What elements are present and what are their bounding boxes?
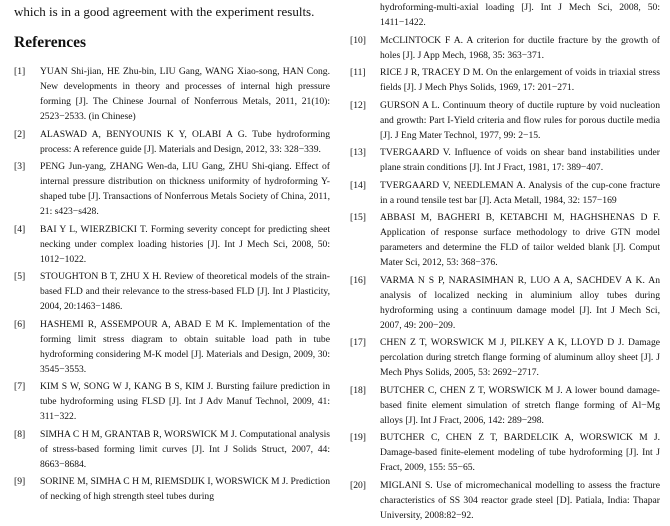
reference-number: [15] <box>350 212 366 223</box>
reference-text: BUTCHER C, CHEN Z T, BARDELCIK A, WORSWICK M J. Damage-based finite-element modeling of tube hydroforming [J]. Int J Fract, 2009, 155: 55−65. <box>380 432 660 473</box>
reference-number: [3] <box>14 161 26 172</box>
reference-text: TVERGAARD V. Influence of voids on shear band instabilities under plane strain conditions [J]. Int J Fract, 1981, 17: 389−407. <box>380 147 660 173</box>
reference-item <box>14 474 330 504</box>
reference-number: [10] <box>350 34 366 46</box>
reference-text: MIGLANI S. Use of micromechanical modelling to assess the fracture characteristics of SS 304 reactor grade steel [D]. Patiala, India: Thapar University, 2008:82−92. <box>380 479 660 521</box>
reference-number: [18] <box>350 384 366 396</box>
reference-number: [7] <box>14 381 26 392</box>
reference-item <box>14 269 330 314</box>
reference-number: [19] <box>350 432 366 443</box>
reference-text: SIMHA C H M, GRANTAB R, WORSWICK M J. Computational analysis of stress-based forming limit curves [J]. Int J Solids Struct, 2007, 44: 8663−8684. <box>40 428 330 470</box>
reference-continuation <box>350 0 660 30</box>
reference-number: [4] <box>14 223 26 235</box>
body-paragraph: which is in a good agreement with the experiment results. <box>14 4 315 19</box>
reference-item <box>14 317 330 377</box>
reference-text: ALASWAD A, BENYOUNIS K Y, OLABI A G. Tube hydroforming process: A reference guide [J]. Materials and Design, 2012, 33: 328−339. <box>40 128 330 155</box>
references-heading: References <box>14 34 87 51</box>
reference-list-right <box>350 33 660 523</box>
reference-number: [13] <box>350 147 366 158</box>
reference-item <box>350 33 660 63</box>
reference-text: STOUGHTON B T, ZHU X H. Review of theoretical models of the strain-based FLD and their relevance to the stress-based FLD [J]. Int J Plasticity, 2004, 20:1463−1486. <box>40 271 330 312</box>
reference-number: [6] <box>14 318 26 330</box>
reference-item <box>350 98 660 143</box>
reference-item <box>350 478 660 523</box>
right-column <box>350 0 660 525</box>
reference-number: [9] <box>14 476 26 487</box>
reference-item <box>14 64 330 124</box>
reference-item <box>350 430 660 475</box>
reference-item <box>350 178 660 208</box>
reference-item <box>350 335 660 380</box>
reference-text: KIM S W, SONG W J, KANG B S, KIM J. Bursting failure prediction in tube hydroforming using FLSD [J]. Int J Adv Manuf Technol, 2009, 41: 311−322. <box>40 381 330 422</box>
reference-text: CHEN Z T, WORSWICK M J, PILKEY A K, LLOYD D J. Damage percolation during stretch flange forming of aluminum alloy sheet [J]. J Mech Phys Solids, 2005, 53: 2692−2717. <box>380 337 660 378</box>
reference-text: YUAN Shi-jian, HE Zhu-bin, LIU Gang, WANG Xiao-song, HAN Cong. New developments in theory and processes of internal high pressure forming [J]. The Chinese Journal of Nonferrous Metals, 2011, 21(10): 2523−2533. (in Chinese) <box>40 66 330 122</box>
reference-text: McCLINTOCK F A. A criterion for ductile fracture by the growth of holes [J]. J App Mech, 1968, 35: 363−371. <box>380 34 660 61</box>
reference-number: [8] <box>14 428 26 440</box>
reference-number: [5] <box>14 271 26 282</box>
reference-text: PENG Jun-yang, ZHANG Wen-da, LIU Gang, ZHU Shi-qiang. Effect of internal pressure distribution on thickness uniformity of hydroforming Y-shaped tube [J]. Transactions of Nonferrous Metals Society of China, 2011, 21: s423−s428. <box>40 161 330 217</box>
reference-item <box>14 159 330 219</box>
reference-number: [1] <box>14 66 26 77</box>
reference-item <box>350 273 660 333</box>
reference-number: [11] <box>350 67 366 78</box>
reference-text: RICE J R, TRACEY D M. On the enlargement of voids in triaxial stress fields [J]. J Mech Phys Solids, 1969, 17: 201−271. <box>380 67 660 93</box>
reference-item <box>350 145 660 175</box>
reference-text: ABBASI M, BAGHERI B, KETABCHI M, HAGHSHENAS D F. Application of response surface methodology to drive GTN model parameters and determine the FLD of tailor welded blank [J]. Comput Mater Sci, 2012, 53: 368−376. <box>380 212 660 268</box>
left-column <box>14 0 330 507</box>
reference-text: BUTCHER C, CHEN Z T, WORSWICK M J. A lower bound damage-based finite element simulation of stretch flange forming of Al−Mg alloys [J]. Int J Fract, 2006, 142: 289−298. <box>380 384 660 426</box>
reference-number: [17] <box>350 337 366 348</box>
reference-text: TVERGAARD V, NEEDLEMAN A. Analysis of the cup-cone fracture in a round tensile test bar [J]. Acta Metall, 1984, 32: 157−169 <box>380 179 660 206</box>
reference-text: HASHEMI R, ASSEMPOUR A, ABAD E M K. Implementation of the forming limit stress diagram to obtain suitable load path in tube hydroforming considering M-K model [J]. Materials and Design, 2009, 30: 3545−3553. <box>40 318 330 375</box>
continuation-indent <box>350 0 380 30</box>
reference-item <box>350 210 660 270</box>
reference-number: [12] <box>350 99 366 111</box>
reference-text: VARMA N S P, NARASIMHAN R, LUO A A, SACHDEV A K. An analysis of localized necking in aluminium alloy tubes during hydroforming using a continuum damage model [J]. Int J Mech Sci, 2007, 49: 200−209. <box>380 274 660 331</box>
reference-item <box>350 65 660 95</box>
reference-item <box>14 127 330 157</box>
reference-number: [16] <box>350 274 366 286</box>
reference-list-left <box>14 64 330 504</box>
reference-number: [2] <box>14 128 26 140</box>
reference-text: GURSON A L. Continuum theory of ductile rupture by void nucleation and growth: Part I-Yield criteria and flow rules for porous ductile media [J]. J Eng Mater Technol, 1977, 99: 2−15. <box>380 99 660 141</box>
reference-text: SORINE M, SIMHA C H M, RIEMSDIJK I, WORSWICK M J. Prediction of necking of high strength steel tubes during <box>40 476 330 502</box>
reference-number: [20] <box>350 479 366 491</box>
reference-number: [14] <box>350 179 366 191</box>
reference-item <box>350 383 660 428</box>
reference-item <box>14 222 330 267</box>
continuation-text: hydroforming-multi-axial loading [J]. Int J Mech Sci, 2008, 50: 1411−1422. <box>380 2 660 28</box>
reference-item <box>14 427 330 472</box>
reference-item <box>14 379 330 424</box>
reference-text: BAI Y L, WIERZBICKI T. Forming severity concept for predicting sheet necking under complex loading histories [J]. Int J Mech Sci, 2008, 50: 1012−1022. <box>40 223 330 265</box>
